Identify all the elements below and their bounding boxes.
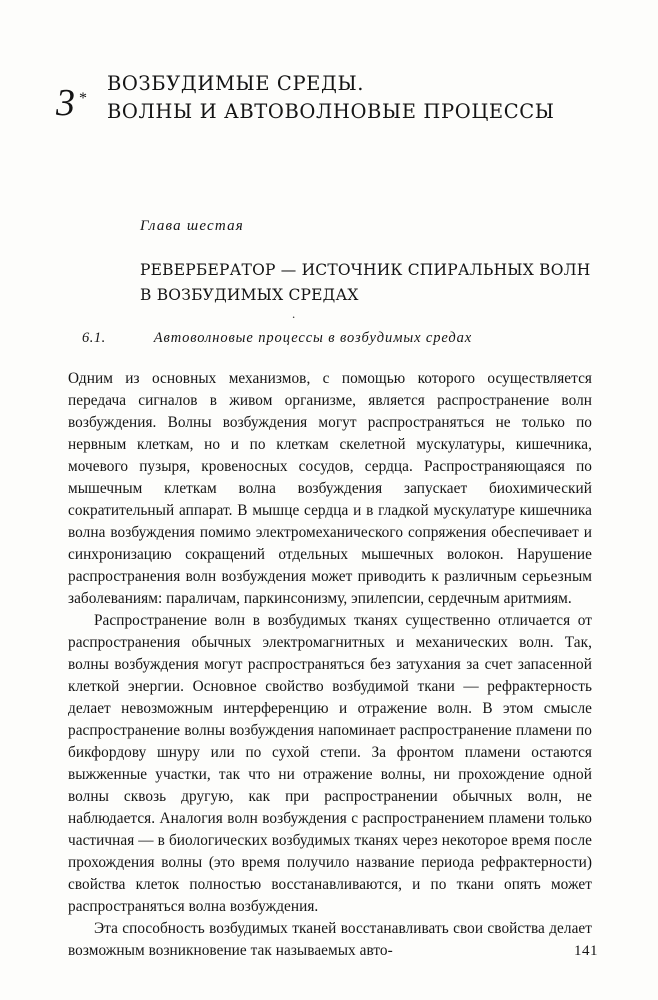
part-footnote-star: *	[79, 90, 87, 107]
chapter-title-line-1: РЕВЕРБЕРАТОР — ИСТОЧНИК СПИРАЛЬНЫХ ВОЛН	[140, 261, 591, 279]
decorative-dot: .	[292, 306, 296, 321]
chapter-title	[140, 258, 610, 308]
paragraph-2: Распространение волн в возбудимых тканях существенно отличается от распространения обычных электромагнитных и механических волн. Так, волны возбуждения могут распространяться без затухания за счет запасенной клеткой энергии. Основное свойство возбудимой ткани — рефрактерность делает невозможным интерференцию и отражение волн. В этом смысле распространение волны возбуждения напоминает распространение пламени по бикфордову шнуру или по сухой степи. За фронтом пламени остаются выжженные участки, так что ни отражение волны, ни прохождение одной волны сквозь другую, как при распространении обычных волн, не наблюдается. Аналогия волн возбуждения с распространением пламени только частичная — в биологических возбудимых тканях через некоторое время после прохождения волны (это время получило название периода рефрактерности) свойства клеток полностью восстанавливаются, и по ткани опять может распространяться волна возбуждения.	[68, 612, 592, 916]
paragraph-3: Эта способность возбудимых тканей восстанавливать свои свойства делает возможным возникновение так называемых авто-	[68, 920, 592, 960]
section-heading	[82, 330, 602, 347]
body-text	[68, 368, 592, 962]
chapter-title-line-2: В ВОЗБУДИМЫХ СРЕДАХ	[140, 285, 359, 304]
part-heading	[56, 70, 616, 127]
section-number: 6.1.	[82, 330, 106, 346]
part-title-line-1: ВОЗБУДИМЫЕ СРЕДЫ.	[107, 72, 365, 95]
part-title-line-2: ВОЛНЫ И АВТОВОЛНОВЫЕ ПРОЦЕССЫ	[107, 100, 555, 124]
page-number: 141	[574, 943, 598, 959]
part-title	[107, 70, 555, 127]
chapter-label: Глава шестая	[140, 218, 244, 234]
part-number: 3	[56, 82, 75, 124]
section-title: Автоволновые процессы в возбудимых средах	[153, 330, 473, 346]
paragraph-1: Одним из основных механизмов, с помощью которого осуществляется передача сигналов в живом организме, является распространение волн возбуждения. Волны возбуждения могут распространяться не только по нервным клеткам, но и по клеткам скелетной мускулатуры, кишечника, мочевого пузыря, кровеносных сосудов, сердца. Распространяющаяся по мышечным клеткам волна возбуждения запускает биохимический сократительный аппарат. В мышце сердца и в гладкой мускулатуре кишечника волна возбуждения помимо электромеханического сопряжения обеспечивает и синхронизацию сокращений отдельных мышечных волокон. Нарушение распространения волн возбуждения может приводить к различным серьезным заболеваниям: параличам, паркинсонизму, эпилепсии, сердечным аритмиям.	[68, 370, 592, 608]
